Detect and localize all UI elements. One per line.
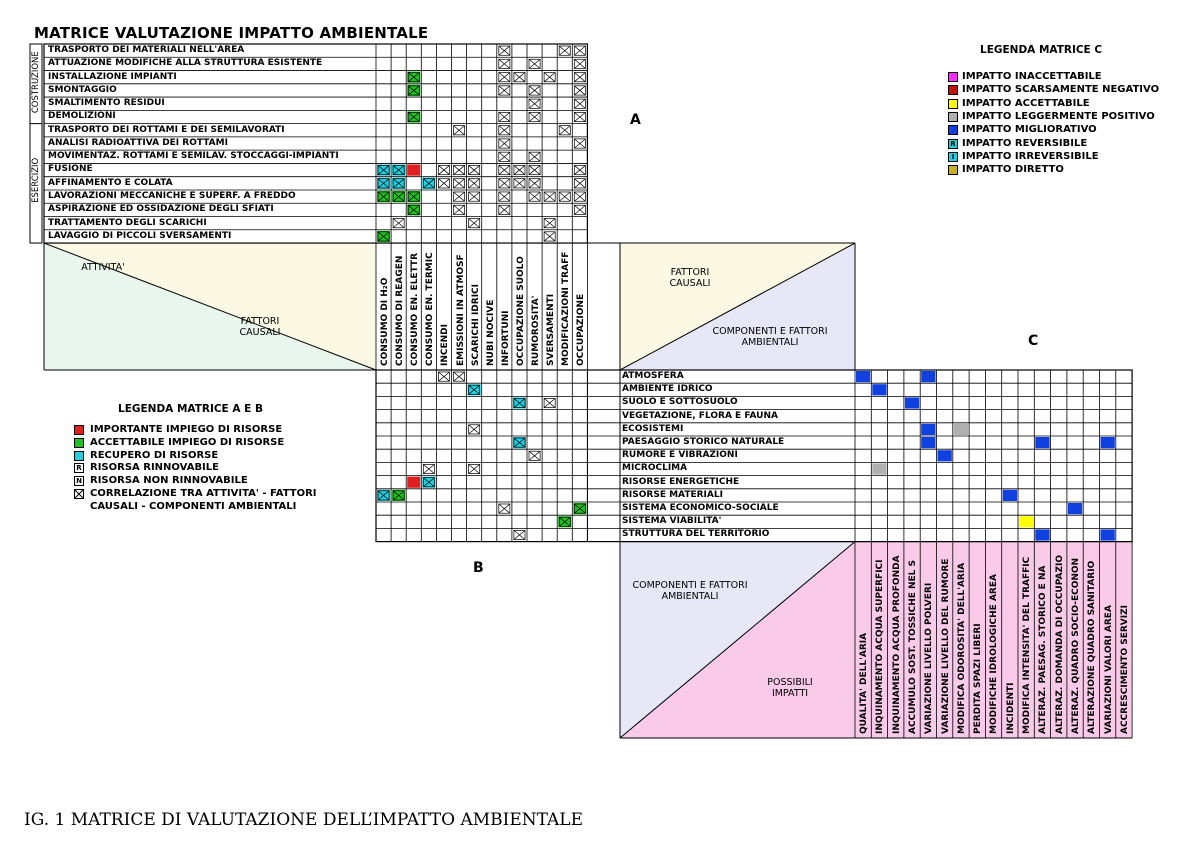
- causal-factor-label: SCARICHI IDRICI: [470, 283, 481, 366]
- causal-factor-label: OCCUPAZIONE SUOLO: [515, 256, 526, 366]
- triangle-c-top-label: COMPONENTI E FATTORI AMBIENTALI: [632, 580, 748, 602]
- impact-label: VARIAZIONE LIVELLO DEL RUMORE: [940, 558, 951, 734]
- legend-ab-item: RISORSA NON RINNOVABILE: [90, 475, 248, 487]
- causal-factor-label: RUMOROSITA': [531, 295, 541, 366]
- legend-c-item: IMPATTO INACCETTABILE: [962, 71, 1102, 82]
- legend-c-item: IMPATTO SCARSAMENTE NEGATIVO: [962, 84, 1160, 96]
- legend-ab-swatch: R: [74, 463, 84, 473]
- impact-label: MODIFICA INTENSITA' DEL TRAFFIC: [1022, 556, 1032, 734]
- triangle-a-bottom-label: FATTORI CAUSALI: [239, 316, 281, 338]
- component-label: RISORSE MATERIALI: [622, 489, 723, 500]
- activity-label: FUSIONE: [48, 164, 93, 175]
- matrix-c-cell: [921, 371, 935, 382]
- activity-label: DEMOLIZIONI: [48, 111, 116, 122]
- component-label: MICROCLIMA: [622, 463, 688, 474]
- component-label: ATMOSFERA: [622, 371, 684, 381]
- legend-c-swatch: I: [948, 152, 958, 162]
- page-title: MATRICE VALUTAZIONE IMPATTO AMBIENTALE: [34, 24, 429, 42]
- legend-ab-item: IMPORTANTE IMPIEGO DI RISORSE: [90, 424, 283, 435]
- legend-ab-item: RECUPERO DI RISORSE: [90, 449, 219, 461]
- phase-label-esercizio: ESERCIZIO: [31, 157, 41, 203]
- impact-label: PERDITA SPAZI LIBERI: [973, 623, 984, 734]
- matrix-c-cell: [954, 424, 968, 435]
- triangle-a-top-label: ATTIVITA': [81, 262, 125, 273]
- activity-label: MOVIMENTAZ. ROTTAMI E SEMILAV. STOCCAGGI-IMPIANTI: [48, 151, 339, 162]
- matrix-c-cell: [1035, 437, 1049, 448]
- component-label: VEGETAZIONE, FLORA E FAUNA: [622, 410, 778, 421]
- activity-label: INSTALLAZIONE IMPIANTI: [48, 71, 177, 82]
- matrix-c-cell: [1101, 437, 1115, 448]
- legend-c-swatch: [948, 165, 958, 175]
- legend-c-swatch: [948, 125, 958, 135]
- impact-label: INCIDENTI: [1005, 682, 1016, 734]
- impact-label: MODIFICA ODOROSITA' DELL'ARIA: [956, 562, 967, 734]
- activity-label: TRASPORTO DEI MATERIALI NELL'AREA: [48, 45, 245, 55]
- legend-ab-item: RISORSA RINNOVABILE: [90, 462, 219, 474]
- activity-label: ATTUAZIONE MODIFICHE ALLA STRUTTURA ESISTENTE: [48, 58, 323, 69]
- impact-label: QUALITA' DELL'ARIA: [859, 632, 869, 734]
- matrix-a-label: A: [630, 112, 641, 128]
- component-label: ECOSISTEMI: [622, 423, 684, 434]
- legend-c-swatch: R: [948, 139, 958, 149]
- triangle-b-top-label: FATTORI CAUSALI: [669, 267, 711, 289]
- impact-label: ALTERAZ. PAESAG. STORICO E NA: [1038, 565, 1049, 734]
- matrix-c-cell: [938, 450, 952, 461]
- phase-label-costruzione: COSTRUZIONE: [31, 50, 41, 113]
- activity-label: TRASPORTO DEI ROTTAMI E DEI SEMILAVORATI: [48, 124, 285, 135]
- legend-ab-item: CAUSALI - COMPONENTI AMBIENTALI: [90, 500, 297, 512]
- causal-factor-label: EMISSIONI IN ATMOSF: [455, 254, 466, 366]
- activity-label: LAVORAZIONI MECCANICHE E SUPERF. A FREDDO: [48, 190, 296, 201]
- legend-c-swatch: [948, 72, 958, 82]
- legend-ab-swatch: [74, 438, 84, 448]
- impact-label: MODIFICHE IDROLOGICHE AREA: [989, 574, 1000, 734]
- causal-factor-label: MODIFICAZIONI TRAFF: [561, 251, 572, 366]
- causal-factor-label: CONSUMO EN. ELETTR: [410, 253, 421, 366]
- causal-factor-label: CONSUMO DI REAGEN: [395, 255, 406, 366]
- impact-label: INQUINAMENTO ACQUA SUPERFICI: [875, 559, 886, 734]
- activity-label: ASPIRAZIONE ED OSSIDAZIONE DEGLI SFIATI: [48, 204, 274, 215]
- legend-ab-swatch: [74, 489, 84, 499]
- legend-c-swatch: [948, 99, 958, 109]
- activity-label: TRATTAMENTO DEGLI SCARICHI: [48, 217, 207, 228]
- matrix-a-cell-fill: [407, 164, 420, 175]
- impact-label: INQUINAMENTO ACQUA PROFONDA: [891, 555, 902, 734]
- legend-c-swatch: [948, 112, 958, 122]
- legend-c-item: IMPATTO MIGLIORATIVO: [962, 124, 1097, 136]
- component-label: RUMORE E VIBRAZIONI: [622, 450, 738, 461]
- impact-label: ACCUMULO SOST. TOSSICHE NEL S: [907, 559, 918, 734]
- impact-label: ALTERAZ. QUADRO SOCIO-ECONON: [1070, 557, 1081, 734]
- component-label: STRUTTURA DEL TERRITORIO: [622, 529, 770, 540]
- activity-label: SMALTIMENTO RESIDUI: [48, 98, 165, 109]
- matrix-b-cell-fill: [407, 477, 420, 488]
- component-label: SISTEMA VIABILITA': [622, 516, 722, 527]
- component-label: AMBIENTE IDRICO: [622, 384, 713, 395]
- activity-label: AFFINAMENTO E COLATA: [48, 177, 173, 188]
- figure-caption: IG. 1 MATRICE DI VALUTAZIONE DELL’IMPATTO AMBIENTALE: [24, 810, 584, 830]
- legend-ab-swatch: [74, 425, 84, 435]
- matrix-c-cell: [1003, 490, 1017, 501]
- triangle-c-bottom-label: POSSIBILI IMPATTI: [767, 677, 813, 699]
- causal-factor-label: OCCUPAZIONE: [576, 293, 587, 366]
- legend-c-item: IMPATTO REVERSIBILE: [962, 137, 1088, 149]
- component-label: RISORSE ENERGETICHE: [622, 476, 740, 487]
- causal-factor-label: NUBI NOCIVE: [485, 299, 496, 366]
- legend-c-swatch: [948, 85, 958, 95]
- legend-c-item: IMPATTO ACCETTABILE: [962, 97, 1090, 109]
- causal-factor-label: CONSUMO EN. TERMIC: [425, 252, 436, 366]
- spacer-fill: [587, 243, 620, 370]
- causal-factor-label: CONSUMO DI H₂O: [380, 277, 390, 366]
- matrix-b-label: B: [473, 560, 484, 576]
- matrix-c-cell: [921, 424, 935, 435]
- causal-factor-label: INCENDI: [440, 324, 451, 366]
- component-label: PAESAGGIO STORICO NATURALE: [622, 437, 785, 447]
- triangle-b-bottom-label: COMPONENTI E FATTORI AMBIENTALI: [712, 326, 828, 348]
- matrix-c-cell: [872, 384, 886, 395]
- matrix-c-cell: [1101, 529, 1115, 540]
- legend-ab-swatch: [74, 451, 84, 461]
- legend-ab-title: LEGENDA MATRICE A E B: [118, 403, 264, 415]
- impact-label: ALTERAZ. DOMANDA DI OCCUPAZIO: [1054, 555, 1065, 734]
- legend-c-title: LEGENDA MATRICE C: [980, 44, 1103, 56]
- matrix-c-cell: [872, 463, 886, 474]
- matrix-c-cell: [1068, 503, 1082, 514]
- matrix-c-cell: [905, 397, 919, 408]
- component-label: SISTEMA ECONOMICO-SOCIALE: [622, 503, 779, 513]
- impact-label: VARIAZIONE LIVELLO POLVERI: [924, 582, 935, 734]
- impact-label: VARIAZIONI VALORI AREA: [1103, 605, 1114, 734]
- matrix-c-cell: [1019, 516, 1033, 527]
- matrix-c-cell: [856, 371, 870, 382]
- legend-c-item: IMPATTO LEGGERMENTE POSITIVO: [962, 110, 1155, 122]
- legend-c-item: IMPATTO IRREVERSIBILE: [962, 150, 1099, 162]
- impact-label: ACCRESCIMENTO SERVIZI: [1119, 605, 1130, 734]
- activity-label: LAVAGGIO DI PICCOLI SVERSAMENTI: [48, 230, 232, 241]
- legend-ab-swatch: N: [74, 476, 84, 486]
- matrix-c-cell: [921, 437, 935, 448]
- causal-factor-label: SVERSAMENTI: [546, 293, 557, 366]
- causal-factor-label: INFORTUNI: [500, 310, 511, 366]
- component-label: SUOLO E SOTTOSUOLO: [622, 397, 738, 408]
- legend-c-item: IMPATTO DIRETTO: [962, 164, 1064, 176]
- matrix-c-cell: [1035, 529, 1049, 540]
- activity-label: SMONTAGGIO: [48, 84, 117, 95]
- legend-ab-item: CORRELAZIONE TRA ATTIVITA' - FATTORI: [90, 488, 317, 499]
- impact-label: ALTERAZIONE QUADRO SANITARIO: [1087, 560, 1098, 734]
- legend-ab-item: ACCETTABILE IMPIEGO DI RISORSE: [90, 436, 285, 448]
- matrix-c-label: C: [1028, 333, 1039, 349]
- activity-label: ANALISI RADIOATTIVA DEI ROTTAMI: [48, 137, 228, 148]
